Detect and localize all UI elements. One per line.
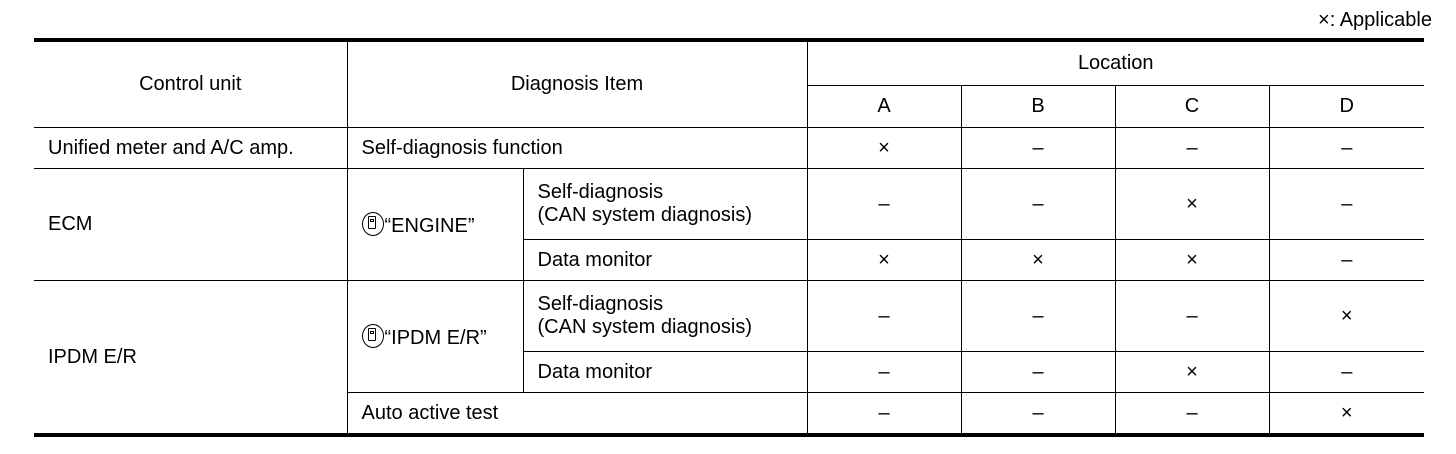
header-location: Location [807, 40, 1424, 86]
mark-b: – [961, 128, 1115, 169]
mark-a: – [807, 281, 961, 352]
control-unit-cell: ECM [34, 169, 347, 281]
diagnosis-item-cell: Data monitor [523, 240, 807, 281]
header-location-a: A [807, 86, 961, 128]
table-row [34, 281, 1424, 352]
mark-c: – [1115, 281, 1269, 352]
mark-c: – [1115, 393, 1269, 436]
mark-c: – [1115, 128, 1269, 169]
diagnosis-table [34, 38, 1424, 437]
mark-a: – [807, 352, 961, 393]
mark-d: – [1269, 128, 1424, 169]
mark-c: × [1115, 169, 1269, 240]
mark-b: – [961, 352, 1115, 393]
group-label: “IPDM E/R” [384, 326, 487, 349]
group-label: “ENGINE” [384, 214, 475, 237]
mark-d: – [1269, 240, 1424, 281]
item-line1: Self-diagnosis [537, 293, 664, 315]
header-location-c: C [1115, 86, 1269, 128]
mark-b: × [961, 240, 1115, 281]
mark-c: × [1115, 240, 1269, 281]
item-line2: (CAN system diagnosis) [537, 204, 753, 226]
mark-a: × [807, 128, 961, 169]
item-line1: Self-diagnosis [537, 181, 664, 203]
control-unit-cell: IPDM E/R [34, 281, 347, 436]
consult-group-cell [347, 281, 523, 393]
item-line2: (CAN system diagnosis) [537, 316, 753, 338]
diagnosis-item-cell: Auto active test [347, 393, 807, 436]
header-location-d: D [1269, 86, 1424, 128]
consult-tool-icon [362, 212, 384, 236]
mark-b: – [961, 393, 1115, 436]
mark-d: – [1269, 169, 1424, 240]
mark-d: × [1269, 393, 1424, 436]
table-row [34, 169, 1424, 240]
diagnosis-item-cell [523, 169, 807, 240]
mark-d: – [1269, 352, 1424, 393]
control-unit-cell: Unified meter and A/C amp. [34, 128, 347, 169]
header-diagnosis-item: Diagnosis Item [347, 40, 807, 128]
consult-tool-icon [362, 324, 384, 348]
mark-c: × [1115, 352, 1269, 393]
mark-b: – [961, 281, 1115, 352]
diagnosis-item-cell: Data monitor [523, 352, 807, 393]
diagnosis-item-cell [523, 281, 807, 352]
header-control-unit: Control unit [34, 40, 347, 128]
diagnosis-item-cell: Self-diagnosis function [347, 128, 807, 169]
mark-a: – [807, 169, 961, 240]
header-location-b: B [961, 86, 1115, 128]
mark-a: – [807, 393, 961, 436]
mark-a: × [807, 240, 961, 281]
mark-d: × [1269, 281, 1424, 352]
mark-b: – [961, 169, 1115, 240]
consult-group-cell [347, 169, 523, 281]
applicable-legend: ×: Applicable [1318, 9, 1432, 31]
table-row [34, 128, 1424, 169]
